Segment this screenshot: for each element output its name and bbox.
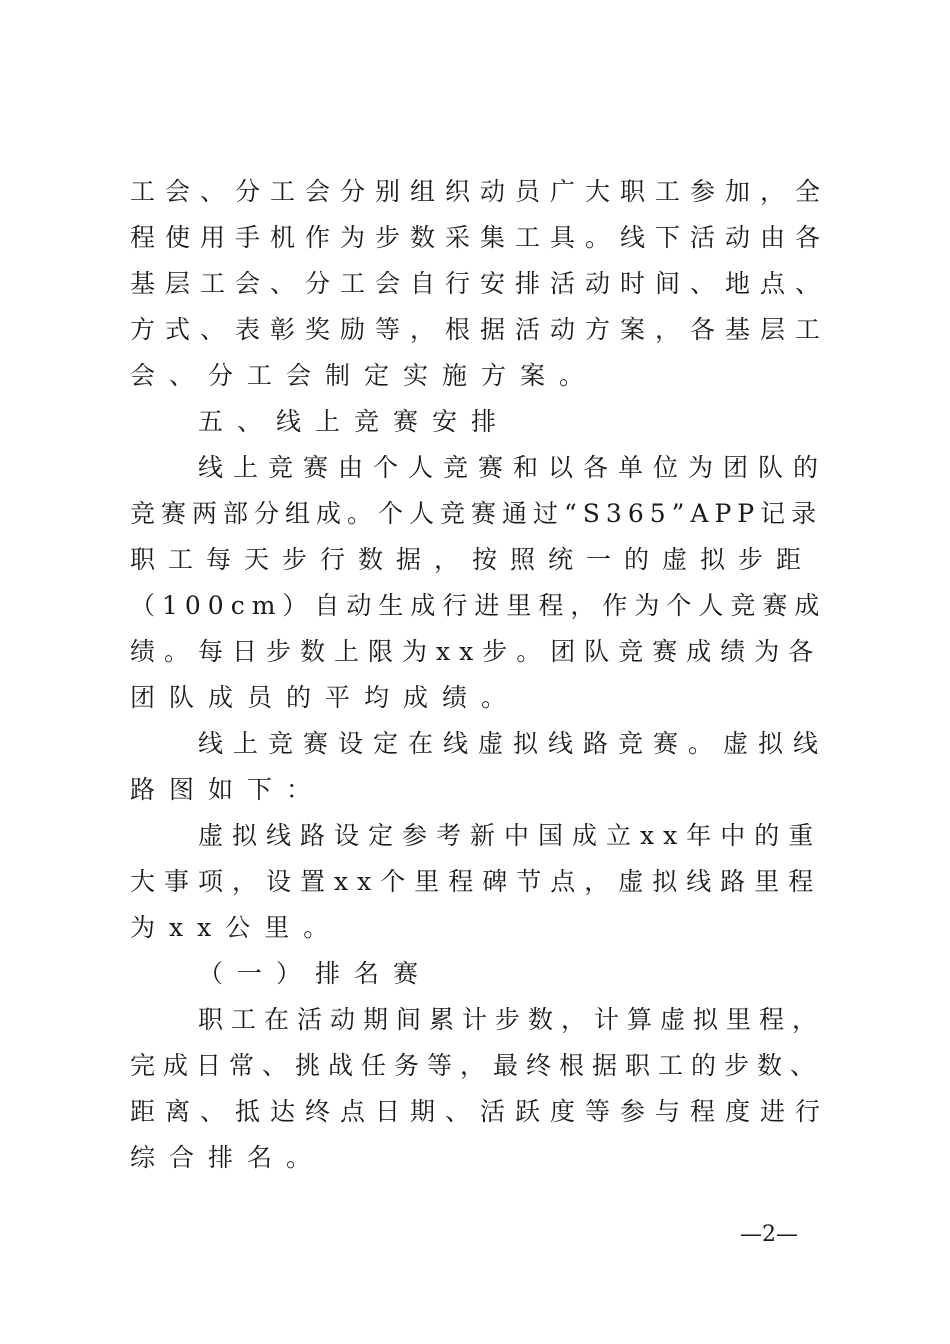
paragraph-line: 路图如下： bbox=[130, 775, 326, 804]
paragraph-line: 工会、分工会分别组织动员广大职工参加，全 bbox=[130, 177, 831, 206]
paragraph-line: 职工在活动期间累计步数，计算虚拟里程， bbox=[198, 1005, 826, 1034]
paragraph-line: 完成日常、挑战任务等，最终根据职工的步数、 bbox=[130, 1051, 824, 1080]
paragraph-line: 团队成员的平均成绩。 bbox=[130, 683, 521, 712]
paragraph-line: 虚拟线路设定参考新中国成立xx年中的重 bbox=[198, 821, 823, 850]
paragraph-line: 职工每天步行数据，按照统一的虚拟步距 bbox=[130, 545, 815, 574]
paragraph-line: 距离、抵达终点日期、活跃度等参与程度进行 bbox=[130, 1097, 831, 1126]
paragraph-line: 线上竞赛由个人竞赛和以各单位为团队的 bbox=[198, 453, 829, 482]
section-heading: 五、线上竞赛安排 bbox=[198, 407, 511, 436]
paragraph-line: 绩。每日步数上限为xx步。团队竞赛成绩为各 bbox=[130, 637, 823, 666]
paragraph-line: 会、分工会制定实施方案。 bbox=[130, 361, 599, 390]
paragraph-line: 程使用手机作为步数采集工具。线下活动由各 bbox=[130, 223, 831, 252]
paragraph-line: 竞赛两部分组成。个人竞赛通过“S365”APP记录 bbox=[130, 499, 823, 528]
page-number: —2— bbox=[740, 1222, 798, 1247]
paragraph-line: 线上竞赛设定在线虚拟线路竞赛。虚拟线 bbox=[198, 729, 829, 758]
subsection-heading: （一）排名赛 bbox=[198, 959, 433, 988]
paragraph-line: 大事项，设置xx个里程碑节点，虚拟线路里程 bbox=[130, 867, 823, 896]
paragraph-line: 基层工会、分工会自行安排活动时间、地点、 bbox=[130, 269, 831, 298]
paragraph-line: （100cm）自动生成行进里程，作为个人竞赛成 bbox=[130, 591, 827, 620]
paragraph-line: 为xx公里。 bbox=[130, 913, 343, 942]
paragraph-line: 方式、表彰奖励等，根据活动方案，各基层工 bbox=[130, 315, 831, 344]
paragraph-line: 综合排名。 bbox=[130, 1143, 326, 1172]
